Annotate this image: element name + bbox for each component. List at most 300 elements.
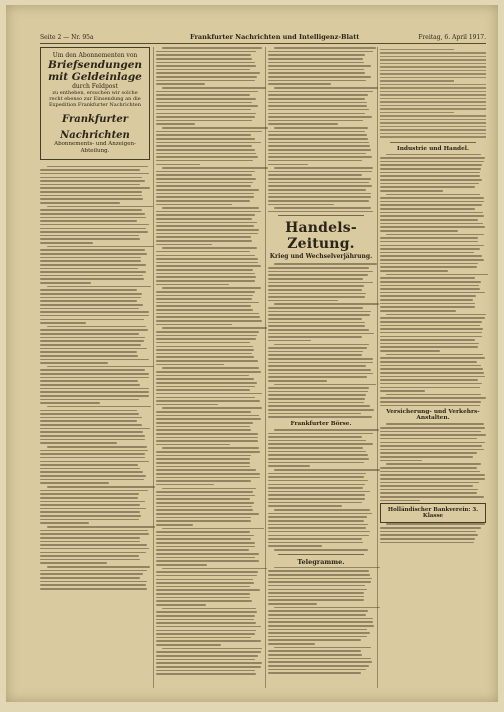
text-line <box>156 72 260 74</box>
text-line <box>268 178 371 180</box>
text-line <box>268 443 373 445</box>
text-line <box>268 524 368 526</box>
text-line <box>162 608 256 610</box>
text-line <box>268 65 371 67</box>
article-text <box>40 166 150 590</box>
text-line <box>40 268 138 270</box>
article-text <box>268 567 374 674</box>
text-line <box>268 672 361 674</box>
text-line <box>386 463 481 465</box>
text-line <box>268 369 371 371</box>
text-line <box>386 154 481 156</box>
text-line <box>268 632 370 634</box>
text-line <box>156 531 250 533</box>
text-line <box>380 346 478 348</box>
table-row <box>380 84 486 85</box>
ad-intro: Um den Abonnementen von <box>52 52 138 59</box>
table-row <box>380 87 486 88</box>
text-line <box>380 285 479 287</box>
text-line <box>268 484 365 486</box>
text-line <box>380 292 485 294</box>
text-line <box>268 322 365 324</box>
text-line <box>156 105 258 107</box>
text-line <box>268 83 331 85</box>
text-line <box>156 360 258 362</box>
text-line <box>380 190 443 192</box>
text-line <box>380 397 486 399</box>
text-line <box>156 335 257 337</box>
text-line <box>156 593 250 595</box>
text-line <box>380 259 484 261</box>
table-row <box>380 133 486 134</box>
text-line <box>380 527 481 529</box>
text-line <box>156 582 254 584</box>
text-line <box>268 491 370 493</box>
text-line <box>40 344 141 346</box>
text-line <box>156 200 250 202</box>
text-line <box>268 409 374 411</box>
text-line <box>268 465 310 467</box>
article-text <box>380 154 486 407</box>
text-line <box>40 300 137 302</box>
text-line <box>156 524 193 526</box>
telegramme-heading: Telegramme. <box>297 557 345 566</box>
text-line <box>156 637 251 639</box>
text-line <box>156 466 250 468</box>
text-line <box>268 354 362 356</box>
text-line <box>380 449 484 451</box>
ad-department-1: Abonnements- und Anzeigen- <box>54 140 136 147</box>
text-line <box>268 105 367 107</box>
text-line <box>268 402 364 404</box>
text-line <box>156 102 252 104</box>
text-line <box>274 469 379 471</box>
text-line <box>162 127 267 129</box>
text-line <box>268 480 368 482</box>
text-line <box>156 480 251 482</box>
text-line <box>268 380 327 382</box>
text-line <box>268 153 366 155</box>
text-line <box>156 62 255 64</box>
text-line <box>40 493 139 495</box>
text-line <box>156 160 253 162</box>
text-line <box>156 233 258 235</box>
text-line <box>268 138 368 140</box>
text-line <box>156 378 254 380</box>
text-line <box>268 654 362 656</box>
text-line <box>380 168 481 170</box>
text-line <box>40 533 149 535</box>
article-text <box>380 523 486 543</box>
table-row <box>380 94 486 95</box>
text-line <box>156 269 253 271</box>
text-line <box>156 174 252 176</box>
issue-date: Freitag, 6. April 1917. <box>418 34 486 41</box>
text-line <box>156 633 255 635</box>
text-line <box>156 644 221 646</box>
table-row <box>380 63 486 64</box>
text-line <box>40 391 149 393</box>
text-line <box>40 260 141 262</box>
text-line <box>268 373 373 375</box>
text-line <box>156 240 252 242</box>
text-line <box>156 662 262 664</box>
text-line <box>47 446 147 448</box>
text-line <box>380 310 456 312</box>
text-line <box>156 189 259 191</box>
text-line <box>274 607 380 609</box>
text-line <box>268 293 366 295</box>
text-line <box>162 327 266 329</box>
text-line <box>156 331 259 333</box>
text-line <box>40 584 146 586</box>
column-4 <box>380 47 486 688</box>
text-line <box>40 504 140 506</box>
text-line <box>156 400 260 402</box>
text-line <box>156 98 256 100</box>
text-line <box>156 451 260 453</box>
text-line <box>268 362 373 364</box>
text-line <box>156 255 255 257</box>
text-line <box>268 296 365 298</box>
text-line <box>40 380 138 382</box>
column-rule <box>153 47 154 688</box>
text-line <box>156 670 255 672</box>
text-line <box>268 520 364 522</box>
table-row <box>380 115 486 116</box>
text-line <box>156 564 207 566</box>
text-line <box>268 113 365 115</box>
text-line <box>40 511 140 513</box>
text-line <box>380 248 480 250</box>
text-line <box>156 284 229 286</box>
text-line <box>268 347 367 349</box>
text-line <box>268 123 338 125</box>
text-line <box>156 305 251 307</box>
text-line <box>156 418 261 420</box>
text-line <box>380 241 478 243</box>
text-line <box>40 515 141 517</box>
text-line <box>156 615 255 617</box>
text-line <box>40 224 149 226</box>
text-line <box>156 517 251 519</box>
text-line <box>268 527 366 529</box>
text-line <box>156 455 251 457</box>
text-line <box>40 417 142 419</box>
column-rule <box>265 47 266 688</box>
text-line <box>380 175 480 177</box>
text-line <box>268 311 371 313</box>
text-line <box>268 618 373 620</box>
text-line <box>40 319 144 321</box>
text-line <box>156 280 255 282</box>
text-line <box>40 180 145 182</box>
text-line <box>156 520 251 522</box>
text-line <box>40 461 149 463</box>
text-line <box>156 386 255 388</box>
text-line <box>268 134 367 136</box>
text-line <box>380 401 481 403</box>
text-line <box>156 51 256 53</box>
text-line <box>162 528 263 530</box>
text-line <box>268 436 362 438</box>
text-line <box>40 501 145 503</box>
text-line <box>268 629 367 631</box>
text-line <box>268 599 364 601</box>
table-row <box>380 119 486 120</box>
text-line <box>268 72 365 74</box>
text-line <box>268 351 363 353</box>
text-line <box>40 195 142 197</box>
text-line <box>156 116 255 118</box>
text-line <box>268 542 363 544</box>
text-line <box>380 201 484 203</box>
text-line <box>47 246 155 248</box>
text-line <box>162 247 256 249</box>
text-line <box>156 273 255 275</box>
text-line <box>268 447 363 449</box>
text-line <box>156 276 256 278</box>
text-line <box>268 413 361 415</box>
text-line <box>380 183 479 185</box>
text-line <box>40 457 145 459</box>
text-line <box>380 226 485 228</box>
text-line <box>380 172 480 174</box>
text-line <box>380 204 482 206</box>
text-line <box>380 376 485 378</box>
text-line <box>40 220 137 222</box>
text-line <box>156 80 255 82</box>
text-line <box>40 464 138 466</box>
page-number: Seite 2 — Nr. 95a <box>40 34 94 41</box>
text-line <box>40 359 149 361</box>
text-line <box>156 193 254 195</box>
ad-brand-1: Frankfurter <box>62 113 128 125</box>
text-line <box>380 361 477 363</box>
text-line <box>156 659 255 661</box>
text-line <box>380 379 478 381</box>
text-line <box>162 367 259 369</box>
text-line <box>40 410 137 412</box>
text-line <box>40 249 145 251</box>
text-line <box>40 497 138 499</box>
text-line <box>156 415 259 417</box>
text-line <box>268 333 374 335</box>
text-line <box>268 636 367 638</box>
text-line <box>386 354 482 356</box>
text-line <box>156 131 262 133</box>
text-line <box>40 548 149 550</box>
text-line <box>40 275 143 277</box>
boerse-heading: Frankfurter Börse. <box>290 420 352 427</box>
text-line <box>162 447 258 449</box>
text-line <box>40 278 144 280</box>
text-line <box>380 161 484 163</box>
text-line <box>268 182 369 184</box>
text-line <box>40 340 144 342</box>
text-line <box>380 456 473 458</box>
text-line <box>156 229 259 231</box>
text-line <box>268 661 372 663</box>
text-line <box>380 372 484 374</box>
text-line <box>40 530 148 532</box>
text-line <box>156 502 254 504</box>
text-line <box>40 559 140 561</box>
text-line <box>380 186 475 188</box>
text-line <box>40 191 142 193</box>
text-line <box>274 429 379 431</box>
text-line <box>40 581 147 583</box>
text-line <box>40 388 149 390</box>
text-line <box>380 489 478 491</box>
text-line <box>268 314 370 316</box>
text-line <box>40 311 149 313</box>
text-line <box>40 271 146 273</box>
text-line <box>156 542 255 544</box>
text-line <box>40 552 146 554</box>
text-line <box>380 339 475 341</box>
text-line <box>47 166 148 168</box>
text-line <box>380 492 477 494</box>
text-line <box>268 669 366 671</box>
text-line <box>156 440 258 442</box>
divider <box>278 215 364 216</box>
text-line <box>156 462 250 464</box>
text-line <box>40 384 140 386</box>
text-line <box>162 47 262 49</box>
text-line <box>156 422 253 424</box>
text-line <box>40 482 109 484</box>
text-line <box>380 427 485 429</box>
text-line <box>156 204 232 206</box>
text-line <box>156 156 258 158</box>
text-line <box>40 351 137 353</box>
text-line <box>156 506 252 508</box>
article-text <box>156 47 262 675</box>
industrie-heading: Industrie und Handel. <box>396 145 469 152</box>
text-line <box>268 285 364 287</box>
text-line <box>40 435 145 437</box>
text-line <box>274 509 370 511</box>
text-line <box>268 592 364 594</box>
text-line <box>268 376 367 378</box>
text-line <box>156 313 259 315</box>
text-line <box>156 69 250 71</box>
notice-box <box>380 503 486 523</box>
text-line <box>40 257 141 259</box>
text-line <box>156 477 260 479</box>
text-line <box>380 332 482 334</box>
text-line <box>386 194 480 196</box>
text-line <box>40 402 100 404</box>
text-line <box>274 167 372 169</box>
text-line <box>380 270 448 272</box>
text-line <box>156 65 256 67</box>
text-line <box>40 231 148 233</box>
text-line <box>386 314 486 316</box>
text-line <box>40 209 142 211</box>
table-row <box>380 122 486 123</box>
table-row <box>380 80 454 81</box>
text-line <box>156 571 258 573</box>
text-line <box>268 318 362 320</box>
table-row <box>380 136 486 137</box>
text-line <box>156 262 258 264</box>
text-line <box>40 479 144 481</box>
text-line <box>156 138 255 140</box>
text-line <box>47 566 150 568</box>
text-line <box>40 377 149 379</box>
column-3 <box>268 47 374 688</box>
text-line <box>380 534 478 536</box>
text-line <box>268 451 366 453</box>
text-line <box>40 399 139 401</box>
text-line <box>380 538 475 540</box>
text-line <box>40 413 139 415</box>
text-line <box>40 202 120 204</box>
text-line <box>380 365 481 367</box>
text-line <box>156 560 259 562</box>
text-line <box>380 179 482 181</box>
text-line <box>380 460 422 462</box>
text-line <box>156 666 261 668</box>
text-line <box>156 513 259 515</box>
table-row <box>380 70 486 71</box>
text-line <box>40 337 145 339</box>
text-line <box>156 535 254 537</box>
text-line <box>274 344 368 346</box>
text-line <box>156 298 252 300</box>
text-line <box>156 236 251 238</box>
text-line <box>274 87 378 89</box>
text-line <box>162 87 265 89</box>
text-line <box>40 238 140 240</box>
text-line <box>268 473 366 475</box>
text-line <box>156 149 255 151</box>
text-line <box>380 237 478 239</box>
text-line <box>40 304 143 306</box>
text-line <box>268 340 311 342</box>
text-line <box>156 604 206 606</box>
text-line <box>268 535 369 537</box>
text-line <box>156 619 254 621</box>
text-line <box>268 625 374 627</box>
text-line <box>380 438 477 440</box>
text-line <box>156 178 256 180</box>
text-line <box>156 375 249 377</box>
text-line <box>274 567 380 569</box>
text-line <box>40 369 145 371</box>
text-line <box>274 263 377 265</box>
ad-department-2: Abteilung. <box>80 147 110 154</box>
text-line <box>268 502 362 504</box>
text-line <box>156 575 257 577</box>
text-line <box>380 245 484 247</box>
text-line <box>156 251 250 253</box>
text-line <box>40 213 145 215</box>
text-line <box>274 384 375 386</box>
text-line <box>156 222 257 224</box>
text-line <box>268 614 366 616</box>
text-line <box>156 113 256 115</box>
article-text <box>380 423 486 501</box>
text-line <box>156 600 252 602</box>
text-line <box>156 134 251 136</box>
text-line <box>380 474 485 476</box>
text-line <box>268 69 364 71</box>
ad-headline-1: Briefsendungen <box>47 59 143 71</box>
text-line <box>268 498 365 500</box>
